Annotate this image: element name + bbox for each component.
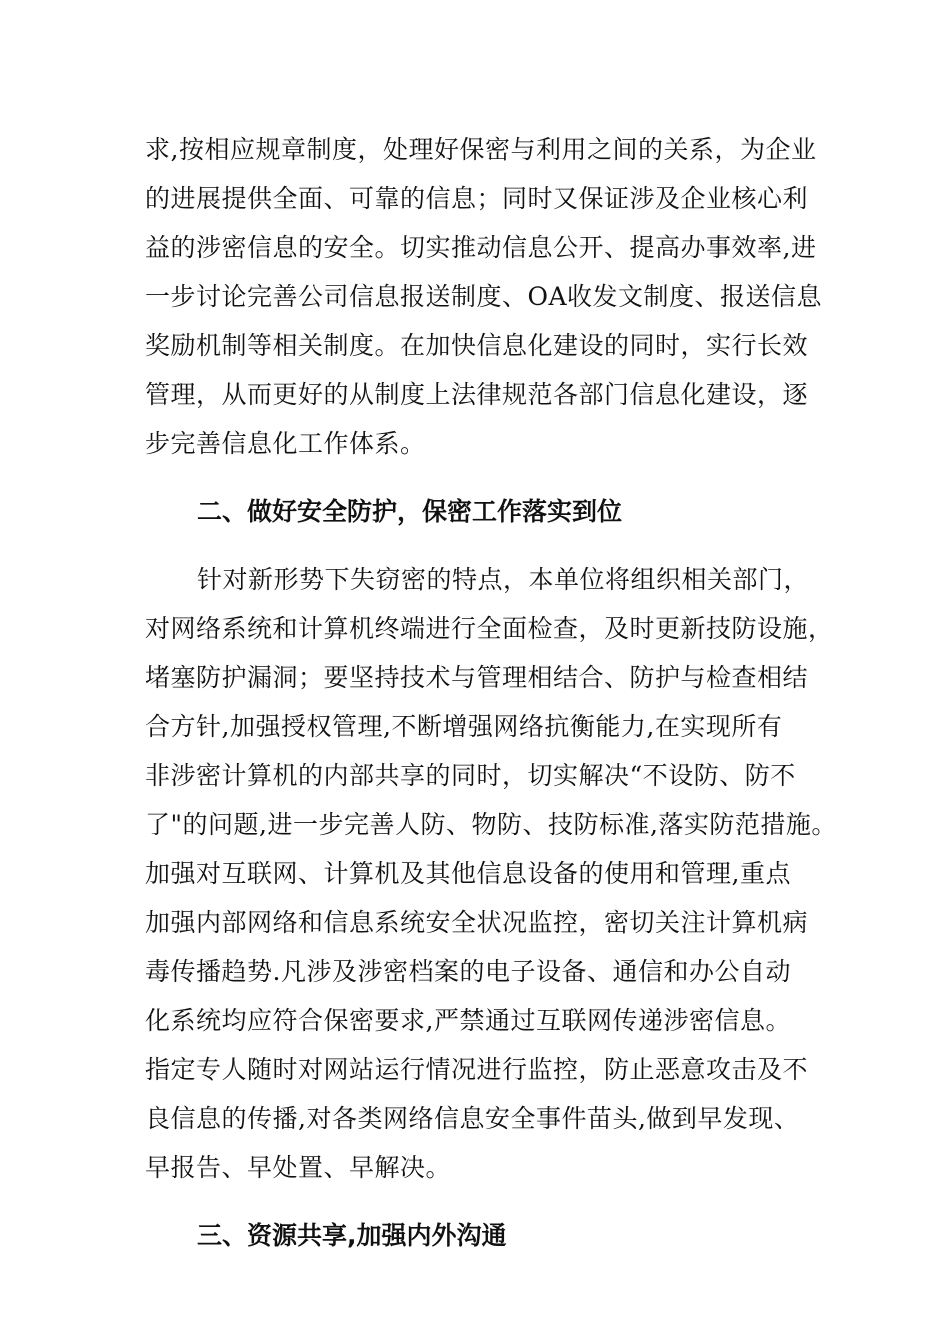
paragraph-line: 益的涉密信息的安全。切实推动信息公开、提高办事效率,进 [145,233,817,262]
paragraph-line: 非涉密计算机的内部共享的同时，切实解决“不设防、防不 [145,761,796,790]
paragraph-line: 加强内部网络和信息系统安全状况监控，密切关注计算机病 [145,908,809,937]
paragraph-line: 管理，从而更好的从制度上法律规范各部门信息化建设，逐 [145,380,809,409]
paragraph-line: 堵塞防护漏洞；要坚持技术与管理相结合、防护与检查相结 [145,663,809,692]
paragraph-line: 的进展提供全面、可靠的信息；同时又保证涉及企业核心利 [145,184,809,213]
paragraph-line: 步完善信息化工作体系。 [145,429,426,458]
paragraph-line: 针对新形势下失窃密的特点，本单位将组织相关部门， [197,565,810,594]
paragraph-line: 良信息的传播,对各类网络信息安全事件苗头,做到早发现、 [145,1104,800,1133]
section-heading: 三、资源共享,加强内外沟通 [197,1221,507,1250]
paragraph-line: 毒传播趋势.凡涉及涉密档案的电子设备、通信和办公自动 [145,957,791,986]
paragraph-line: 早报告、早处置、早解决。 [145,1153,452,1182]
paragraph-line: 加强对互联网、计算机及其他信息设备的使用和管理,重点 [145,859,791,888]
paragraph-line: 指定专人随时对网站运行情况进行监控，防止恶意攻击及不 [145,1055,809,1084]
paragraph-line: 求,按相应规章制度，处理好保密与利用之间的关系，为企业 [145,135,817,164]
paragraph-line: 对网络系统和计算机终端进行全面检查，及时更新技防设施， [145,614,834,643]
paragraph-line: 奖励机制等相关制度。在加快信息化建设的同时，实行长效 [145,331,809,360]
paragraph-line: 化系统均应符合保密要求,严禁通过互联网传递涉密信息。 [145,1006,791,1035]
paragraph-line: 一步讨论完善公司信息报送制度、OA收发文制度、报送信息 [145,282,823,311]
section-heading: 二、做好安全防护，保密工作落实到位 [197,497,623,526]
paragraph-line: 了"的问题,进一步完善人防、物防、技防标准,落实防范措施。 [145,810,837,839]
paragraph-line: 合方针,加强授权管理,不断增强网络抗衡能力,在实现所有 [145,712,783,741]
